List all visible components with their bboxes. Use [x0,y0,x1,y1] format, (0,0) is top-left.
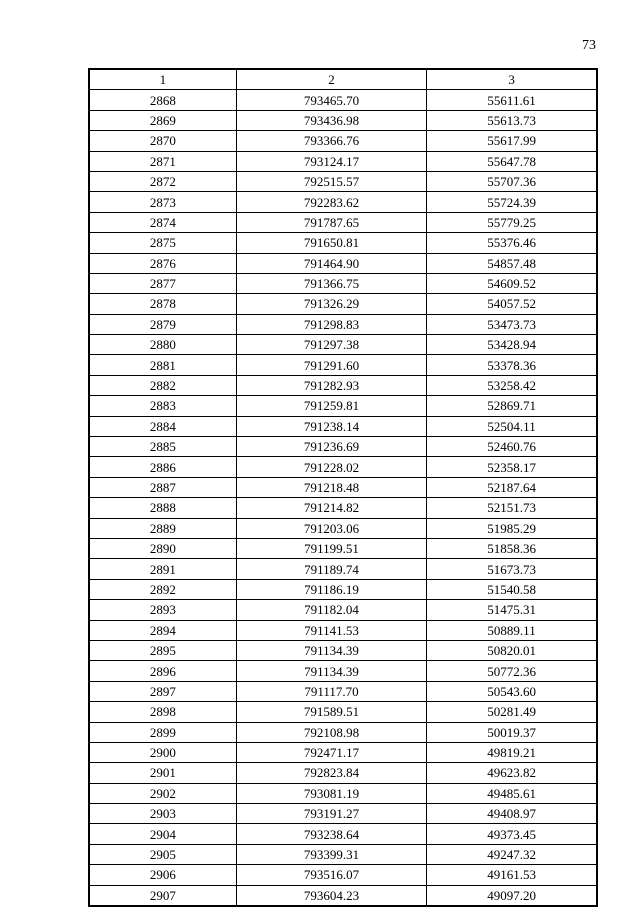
table-row [89,538,597,558]
table-row [89,294,597,314]
point-number-cell: 2906 [89,865,236,885]
point-number-cell: 2891 [89,559,236,579]
point-number-cell: 2904 [89,824,236,844]
table-row [89,620,597,640]
table-row [89,518,597,538]
x-coordinate-cell: 793465.70 [236,90,426,110]
point-number-cell: 2870 [89,131,236,151]
point-number-cell: 2905 [89,844,236,864]
table-row [89,844,597,864]
y-coordinate-cell: 54057.52 [427,294,597,314]
point-number-cell: 2869 [89,110,236,130]
table-row [89,498,597,518]
y-coordinate-cell: 55647.78 [427,151,597,171]
x-coordinate-cell: 791650.81 [236,233,426,253]
table-row [89,559,597,579]
y-coordinate-cell: 52151.73 [427,498,597,518]
y-coordinate-cell: 51475.31 [427,600,597,620]
x-coordinate-cell: 791228.02 [236,457,426,477]
y-coordinate-cell: 52187.64 [427,477,597,497]
y-coordinate-cell: 53428.94 [427,335,597,355]
column-header-2: 2 [236,69,426,90]
x-coordinate-cell: 791117.70 [236,681,426,701]
table-row [89,885,597,906]
table-row [89,579,597,599]
x-coordinate-cell: 793191.27 [236,804,426,824]
point-number-cell: 2901 [89,763,236,783]
table-row [89,742,597,762]
y-coordinate-cell: 50019.37 [427,722,597,742]
table-header-row [89,69,597,90]
point-number-cell: 2882 [89,375,236,395]
table-row [89,90,597,110]
table-row [89,865,597,885]
table-row [89,457,597,477]
point-number-cell: 2881 [89,355,236,375]
table-row [89,681,597,701]
y-coordinate-cell: 55707.36 [427,171,597,191]
table-row [89,824,597,844]
table-row [89,273,597,293]
table-row [89,416,597,436]
y-coordinate-cell: 50820.01 [427,640,597,660]
table-row [89,110,597,130]
y-coordinate-cell: 49373.45 [427,824,597,844]
point-number-cell: 2876 [89,253,236,273]
x-coordinate-cell: 791238.14 [236,416,426,436]
x-coordinate-cell: 793238.64 [236,824,426,844]
point-number-cell: 2872 [89,171,236,191]
x-coordinate-cell: 793081.19 [236,783,426,803]
y-coordinate-cell: 52504.11 [427,416,597,436]
point-number-cell: 2883 [89,396,236,416]
x-coordinate-cell: 791214.82 [236,498,426,518]
table-row [89,212,597,232]
y-coordinate-cell: 52869.71 [427,396,597,416]
y-coordinate-cell: 50889.11 [427,620,597,640]
y-coordinate-cell: 49408.97 [427,804,597,824]
point-number-cell: 2902 [89,783,236,803]
x-coordinate-cell: 791787.65 [236,212,426,232]
table-row [89,151,597,171]
y-coordinate-cell: 49247.32 [427,844,597,864]
x-coordinate-cell: 791236.69 [236,437,426,457]
y-coordinate-cell: 50281.49 [427,702,597,722]
y-coordinate-cell: 49097.20 [427,885,597,906]
x-coordinate-cell: 791218.48 [236,477,426,497]
y-coordinate-cell: 50772.36 [427,661,597,681]
y-coordinate-cell: 51673.73 [427,559,597,579]
y-coordinate-cell: 51540.58 [427,579,597,599]
point-number-cell: 2868 [89,90,236,110]
x-coordinate-cell: 791199.51 [236,538,426,558]
x-coordinate-cell: 791464.90 [236,253,426,273]
table-row [89,355,597,375]
x-coordinate-cell: 793366.76 [236,131,426,151]
table-row [89,804,597,824]
point-number-cell: 2894 [89,620,236,640]
x-coordinate-cell: 791298.83 [236,314,426,334]
y-coordinate-cell: 51985.29 [427,518,597,538]
table-row [89,702,597,722]
table-row [89,192,597,212]
table-row [89,477,597,497]
y-coordinate-cell: 55613.73 [427,110,597,130]
point-number-cell: 2880 [89,335,236,355]
point-number-cell: 2900 [89,742,236,762]
point-number-cell: 2896 [89,661,236,681]
coordinates-table [88,68,598,907]
y-coordinate-cell: 49485.61 [427,783,597,803]
point-number-cell: 2903 [89,804,236,824]
x-coordinate-cell: 791297.38 [236,335,426,355]
x-coordinate-cell: 791366.75 [236,273,426,293]
point-number-cell: 2898 [89,702,236,722]
y-coordinate-cell: 55724.39 [427,192,597,212]
table-row [89,600,597,620]
table-row [89,253,597,273]
y-coordinate-cell: 49623.82 [427,763,597,783]
point-number-cell: 2873 [89,192,236,212]
table-row [89,722,597,742]
point-number-cell: 2871 [89,151,236,171]
x-coordinate-cell: 793436.98 [236,110,426,130]
point-number-cell: 2907 [89,885,236,906]
x-coordinate-cell: 792108.98 [236,722,426,742]
x-coordinate-cell: 793399.31 [236,844,426,864]
y-coordinate-cell: 55617.99 [427,131,597,151]
x-coordinate-cell: 791203.06 [236,518,426,538]
point-number-cell: 2877 [89,273,236,293]
point-number-cell: 2888 [89,498,236,518]
x-coordinate-cell: 791186.19 [236,579,426,599]
point-number-cell: 2895 [89,640,236,660]
y-coordinate-cell: 49161.53 [427,865,597,885]
point-number-cell: 2887 [89,477,236,497]
point-number-cell: 2879 [89,314,236,334]
y-coordinate-cell: 55376.46 [427,233,597,253]
point-number-cell: 2884 [89,416,236,436]
x-coordinate-cell: 791589.51 [236,702,426,722]
y-coordinate-cell: 51858.36 [427,538,597,558]
x-coordinate-cell: 793124.17 [236,151,426,171]
point-number-cell: 2890 [89,538,236,558]
point-number-cell: 2889 [89,518,236,538]
x-coordinate-cell: 791182.04 [236,600,426,620]
y-coordinate-cell: 52460.76 [427,437,597,457]
table-row [89,396,597,416]
point-number-cell: 2878 [89,294,236,314]
point-number-cell: 2897 [89,681,236,701]
y-coordinate-cell: 53258.42 [427,375,597,395]
table-row [89,640,597,660]
table-row [89,783,597,803]
x-coordinate-cell: 791259.81 [236,396,426,416]
y-coordinate-cell: 53473.73 [427,314,597,334]
table-row [89,233,597,253]
y-coordinate-cell: 55779.25 [427,212,597,232]
x-coordinate-cell: 791282.93 [236,375,426,395]
x-coordinate-cell: 793604.23 [236,885,426,906]
x-coordinate-cell: 791326.29 [236,294,426,314]
table-row [89,375,597,395]
point-number-cell: 2875 [89,233,236,253]
point-number-cell: 2885 [89,437,236,457]
table-row [89,335,597,355]
x-coordinate-cell: 791141.53 [236,620,426,640]
x-coordinate-cell: 792823.84 [236,763,426,783]
table-row [89,314,597,334]
page-number: 73 [582,38,596,53]
y-coordinate-cell: 52358.17 [427,457,597,477]
point-number-cell: 2892 [89,579,236,599]
y-coordinate-cell: 50543.60 [427,681,597,701]
y-coordinate-cell: 55611.61 [427,90,597,110]
y-coordinate-cell: 54609.52 [427,273,597,293]
point-number-cell: 2886 [89,457,236,477]
y-coordinate-cell: 54857.48 [427,253,597,273]
column-header-1: 1 [89,69,236,90]
x-coordinate-cell: 793516.07 [236,865,426,885]
x-coordinate-cell: 791134.39 [236,640,426,660]
x-coordinate-cell: 792471.17 [236,742,426,762]
x-coordinate-cell: 792283.62 [236,192,426,212]
table-row [89,131,597,151]
x-coordinate-cell: 791134.39 [236,661,426,681]
x-coordinate-cell: 791291.60 [236,355,426,375]
column-header-3: 3 [427,69,597,90]
x-coordinate-cell: 791189.74 [236,559,426,579]
table-row [89,763,597,783]
table-row [89,661,597,681]
point-number-cell: 2899 [89,722,236,742]
table-body [89,90,597,906]
point-number-cell: 2874 [89,212,236,232]
table-row [89,171,597,191]
y-coordinate-cell: 53378.36 [427,355,597,375]
point-number-cell: 2893 [89,600,236,620]
y-coordinate-cell: 49819.21 [427,742,597,762]
x-coordinate-cell: 792515.57 [236,171,426,191]
table-row [89,437,597,457]
